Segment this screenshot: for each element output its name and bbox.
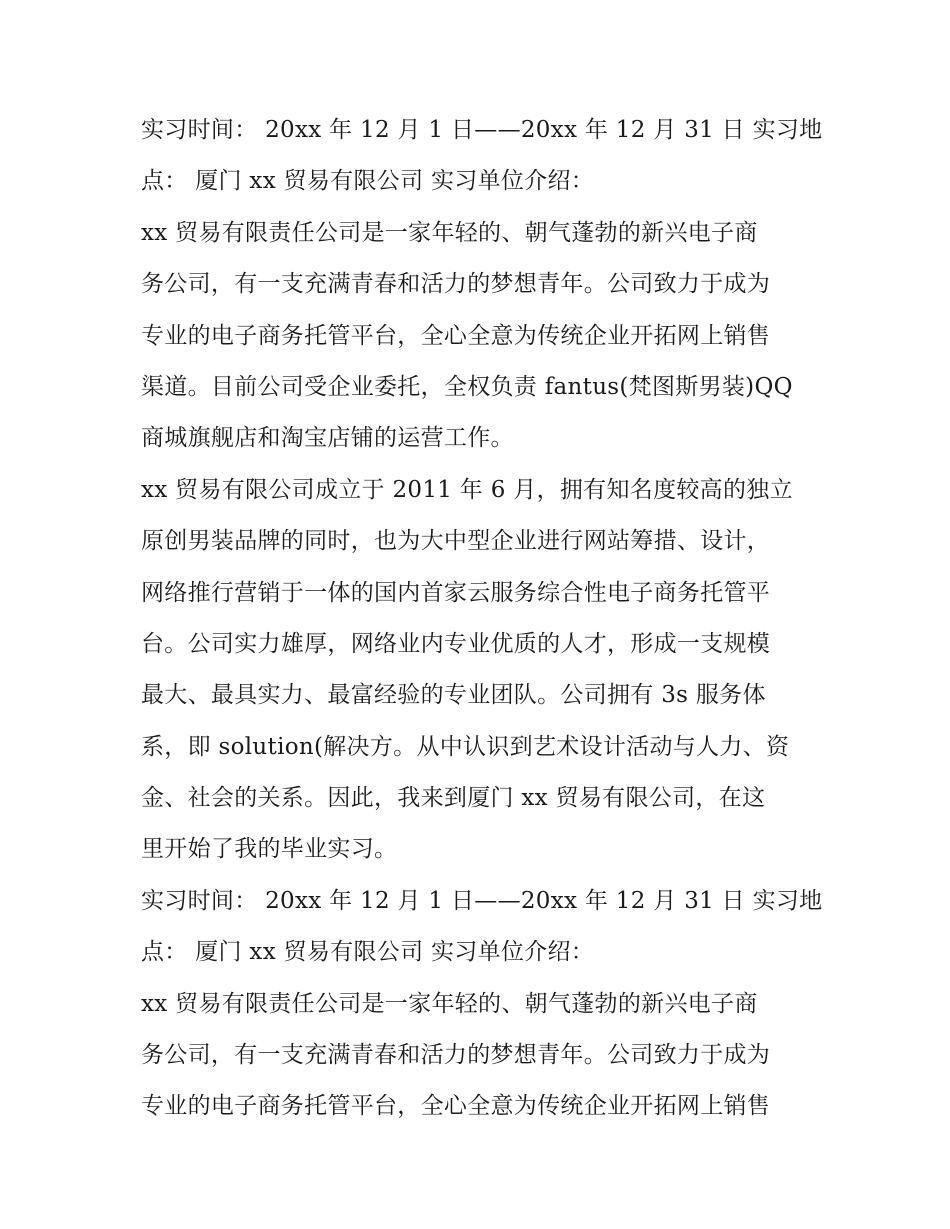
text-line: 网络推行营销于一体的国内首家云服务综合性电子商务托管平 (141, 579, 771, 606)
text-line: 务公司，有一支充满青春和活力的梦想青年。公司致力于成为 (141, 271, 771, 298)
text-line: 商城旗舰店和淘宝店铺的运营工作。 (141, 425, 514, 452)
text-line: xx 贸易有限责任公司是一家年轻的、朝气蓬勃的新兴电子商 (141, 219, 758, 246)
document-body (141, 108, 821, 1136)
text-line: 专业的电子商务托管平台，全心全意为传统企业开拓网上销售 (141, 322, 771, 349)
text-line: 点： 厦门 xx 贸易有限公司 实习单位介绍： (141, 939, 595, 966)
text-line: 系，即 solution(解决方。从中认识到艺术设计活动与人力、资 (141, 733, 790, 760)
text-line: 渠道。目前公司受企业委托，全权负责 fantus(梵图斯男装)QQ (141, 373, 793, 400)
text-line: 专业的电子商务托管平台，全心全意为传统企业开拓网上销售 (141, 1093, 771, 1120)
text-line: 原创男装品牌的同时，也为大中型企业进行网站筹措、设计， (141, 528, 771, 555)
text-line: 金、社会的关系。因此，我来到厦门 xx 贸易有限公司，在这 (141, 785, 766, 812)
text-line: xx 贸易有限公司成立于 2011 年 6 月，拥有知名度较高的独立 (141, 476, 793, 503)
text-line: 台。公司实力雄厚，网络业内专业优质的人才，形成一支规模 (141, 630, 771, 657)
text-line: 实习时间： 20xx 年 12 月 1 日——20xx 年 12 月 31 日 实习地 (141, 887, 823, 914)
text-line: 实习时间： 20xx 年 12 月 1 日——20xx 年 12 月 31 日 实习地 (141, 117, 823, 143)
text-line: 务公司，有一支充满青春和活力的梦想青年。公司致力于成为 (141, 1042, 771, 1069)
text-line: 里开始了我的毕业实习。 (141, 836, 398, 863)
text-line: 点： 厦门 xx 贸易有限公司 实习单位介绍： (141, 168, 595, 195)
text-line: 最大、最具实力、最富经验的专业团队。公司拥有 3s 服务体 (141, 682, 766, 709)
text-line: xx 贸易有限责任公司是一家年轻的、朝气蓬勃的新兴电子商 (141, 990, 758, 1017)
